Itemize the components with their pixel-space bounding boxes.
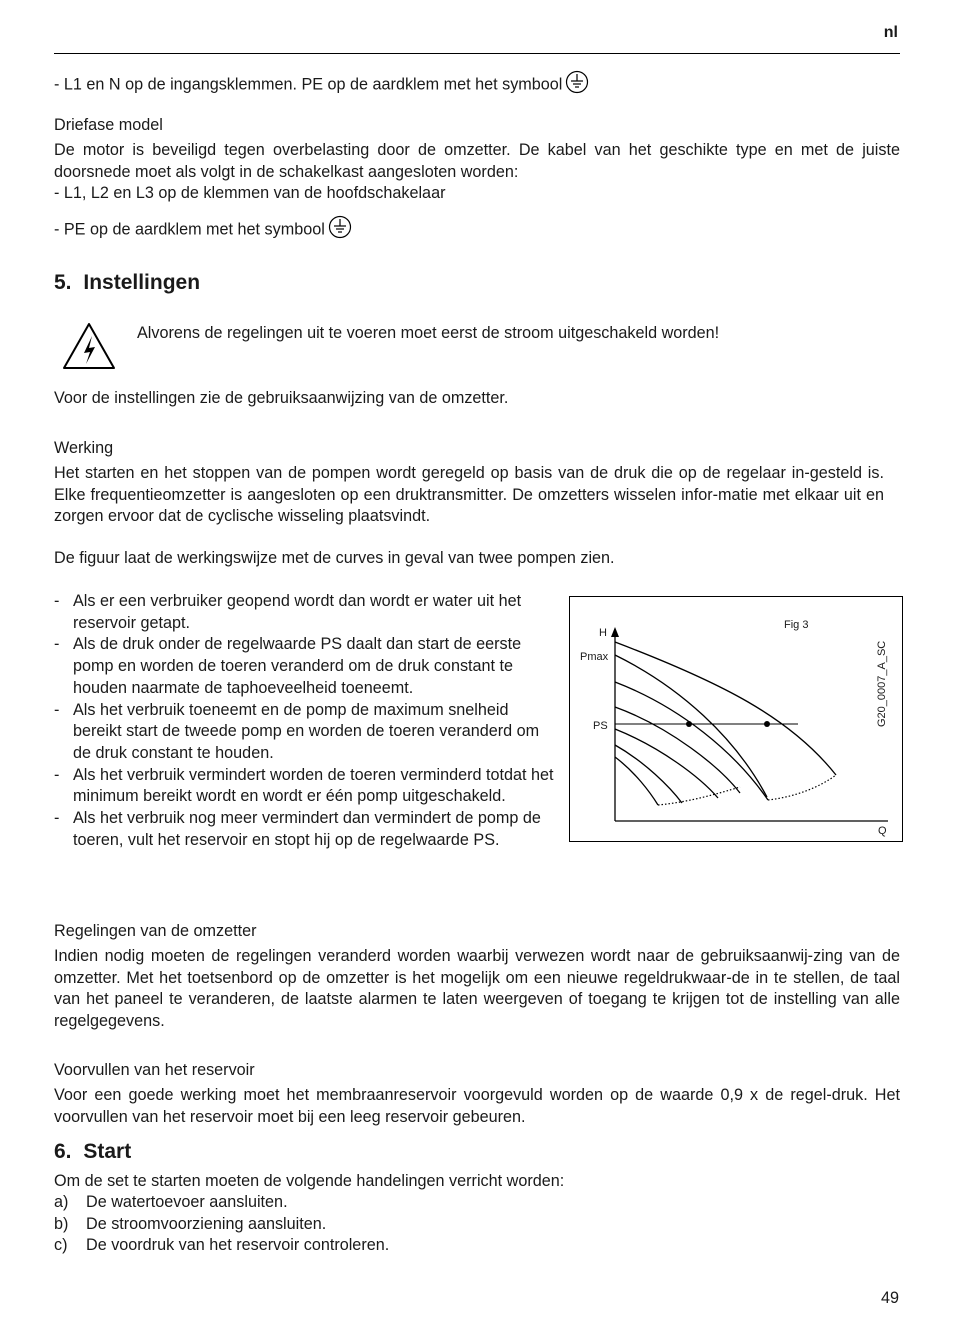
bullet-text: Als het verbruik nog meer vermindert dan vermindert de pomp de toeren, vult het reservoir en stopt hij op de regelwaarde PS.	[73, 809, 541, 849]
figure-code: G20_0007_A_SC	[876, 640, 888, 727]
werking-body: Het starten en het stoppen van de pompen wordt geregeld op basis van de druk die op de regelaar in-gesteld is. Elke frequentieomzetter is aangesloten op een druktransmitter. De omzetters wisselen infor-matie met elkaar uit en zorgen ervoor dat de cyclische wisseling plaatsvindt.	[54, 464, 884, 526]
bullet-text: Als de druk onder de regelwaarde PS daalt dan start de eerste pomp en worden de toeren veranderd om de druk constant te houden naarmate de taphoeveelheid toeneemt.	[73, 635, 522, 697]
three-phase-line2	[54, 215, 352, 246]
page-number: 49	[880, 1289, 899, 1307]
bullet-item: - Als het verbruik nog meer vermindert dan vermindert de pomp de toeren, vult het reservoir en stopt hij op de regelwaarde PS.	[54, 809, 541, 849]
ps-label: PS	[593, 720, 608, 732]
settings-intro: Voor de instellingen zie de gebruiksaanwijzing van de omzetter.	[54, 389, 509, 407]
ground-icon	[565, 70, 589, 101]
bullet-item: - Als het verbruik toeneemt en de pomp de maximum snelheid bereikt start de tweede pomp en worden de toeren veranderd om de druk constant te houden.	[54, 700, 540, 762]
pump-curve	[615, 642, 836, 775]
werking-title: Werking	[54, 439, 114, 457]
bullet-text: Als er een verbruiker geopend wordt dan wordt er water uit het reservoir getapt.	[73, 592, 522, 632]
section-6-heading	[54, 1140, 131, 1164]
intro-line-text: - L1 en N op de ingangsklemmen. PE op de aardklem met het symbool	[54, 75, 563, 94]
pump-curve	[615, 707, 740, 793]
step-text: De voordruk van het reservoir controleren.	[86, 1236, 390, 1255]
step-text: De stroomvoorziening aansluiten.	[86, 1214, 327, 1233]
section-5-title: Instellingen	[83, 271, 201, 294]
bullet-item: - Als de druk onder de regelwaarde PS daalt dan start de eerste pomp en worden de toeren veranderd om de druk constant te houden naarmate de taphoeveelheid toeneemt.	[54, 635, 522, 697]
step-label: c)	[54, 1236, 68, 1255]
voorvullen-title: Voorvullen van het reservoir	[54, 1061, 255, 1079]
pump-curve	[615, 745, 682, 803]
min-speed-curve	[768, 775, 836, 800]
axis-h-label: H	[599, 627, 607, 639]
step-text: De watertoevoer aansluiten.	[86, 1193, 288, 1211]
three-phase-line2-text: - PE op de aardklem met het symbool	[54, 220, 325, 239]
bullet-item: - Als er een verbruiker geopend wordt dan wordt er water uit het reservoir getapt.	[54, 592, 522, 632]
operating-point	[764, 721, 770, 727]
regelingen-body: Indien nodig moeten de regelingen veranderd worden waarbij verwezen wordt naar de gebruiksaanwij-zing van de omzetter. Met het toetsenbord op de omzetter is het mogelijk om een nieuwe regeldrukwaar-de in te stellen, de taal van het paneel te veranderen, de laatste alarmen te laten weergeven of toegang te krijgen tot de instelling van alle regelgegevens.	[54, 947, 900, 1031]
section-5-heading	[54, 271, 200, 295]
pump-curve	[615, 757, 658, 805]
step-item	[54, 1192, 389, 1214]
pump-curve-diagram	[570, 597, 902, 841]
start-steps	[54, 1192, 389, 1257]
bullet-text: Als het verbruik toeneemt en de pomp de maximum snelheid bereikt start de tweede pomp en worden de toeren veranderd om de druk constant te houden.	[73, 700, 540, 762]
operation-bullets	[54, 591, 554, 851]
figure-intro: De figuur laat de werkingswijze met de curves in geval van twee pompen zien.	[54, 549, 615, 567]
h-axis-arrow	[611, 627, 619, 637]
three-phase-body: De motor is beveiligd tegen overbelasting door de omzetter. De kabel van het geschikte type en met de juiste doorsnede moet als volgt in de schakelkast aangesloten worden:	[54, 141, 900, 181]
step-label: a)	[54, 1193, 69, 1211]
figure-caption: Fig 3	[784, 619, 809, 631]
regelingen-title: Regelingen van de omzetter	[54, 922, 257, 940]
warning-icon	[61, 321, 117, 376]
step-label: b)	[54, 1214, 69, 1233]
language-code: nl	[883, 24, 898, 41]
step-item	[54, 1235, 389, 1257]
three-phase-line1: - L1, L2 en L3 op de klemmen van de hoofdschakelaar	[54, 184, 446, 202]
section-6-title: Start	[83, 1140, 132, 1163]
voorvullen-body: Voor een goede werking moet het membraanreservoir voorgevuld worden op de waarde 0,9 x de regel-druk. Het voorvullen van het reservoir moet bij een leeg reservoir gebeuren.	[54, 1086, 900, 1126]
step-item	[54, 1214, 389, 1236]
bullet-text: Als het verbruik vermindert worden de toeren verminderd totdat het minimum bereikt wordt en wordt er één pomp uitgeschakeld.	[73, 765, 554, 806]
bullet-item: - Als het verbruik vermindert worden de toeren verminderd totdat het minimum bereikt wordt en wordt er één pomp uitgeschakeld.	[54, 765, 554, 806]
operating-point	[686, 721, 692, 727]
axis-q-label: Q	[878, 825, 887, 837]
pmax-label: Pmax	[580, 651, 609, 663]
three-phase-title: Driefase model	[54, 116, 163, 134]
start-intro: Om de set te starten moeten de volgende handelingen verricht worden:	[54, 1172, 565, 1190]
warning-text: Alvorens de regelingen uit te voeren moet eerst de stroom uitgeschakeld worden!	[137, 324, 720, 342]
header-rule	[54, 53, 900, 54]
figure-3	[569, 596, 903, 842]
ground-icon	[328, 215, 352, 246]
intro-line	[54, 70, 589, 101]
section-6-number: 6.	[54, 1140, 72, 1163]
section-5-number: 5.	[54, 271, 72, 294]
pump-curve	[615, 729, 718, 798]
